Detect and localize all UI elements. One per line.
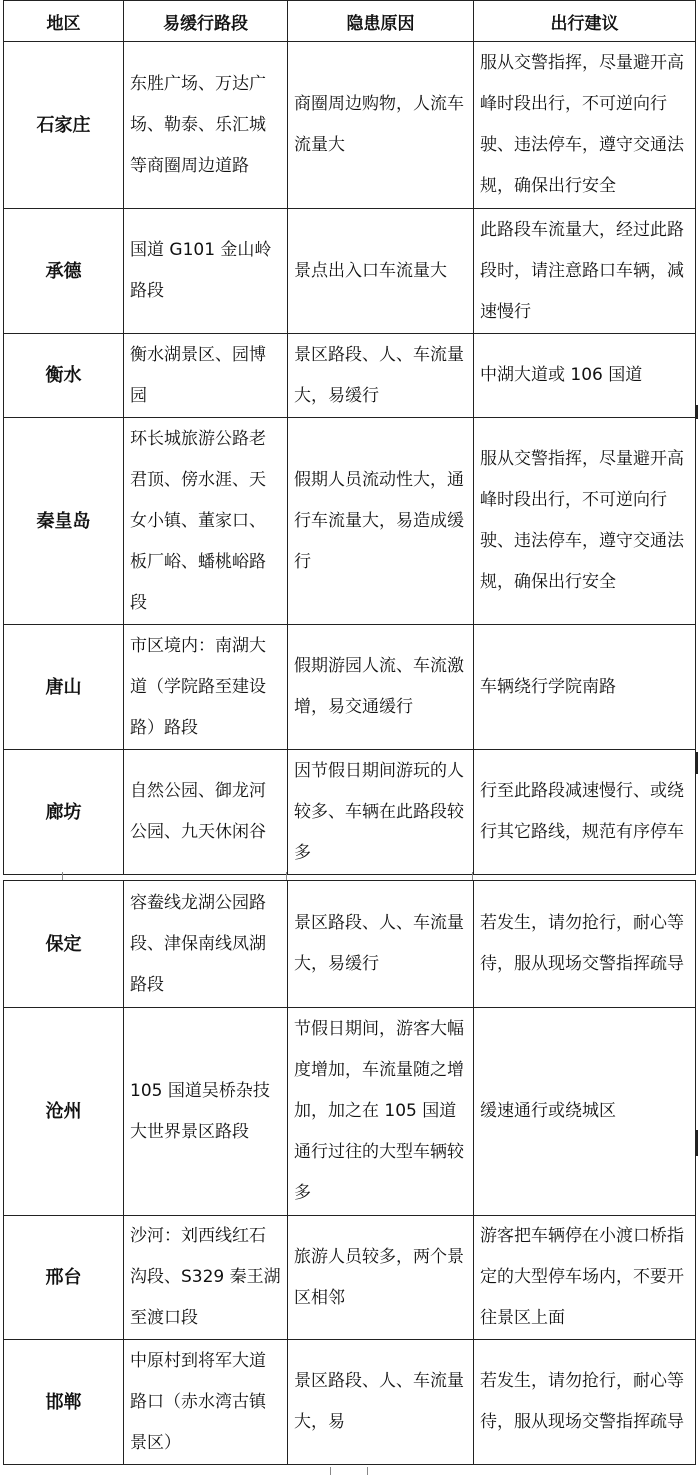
table-row (4, 1340, 696, 1465)
region-cell: 保定 (4, 881, 124, 1008)
page-bottom-mark (330, 1467, 368, 1475)
advice-cell: 车辆绕行学院南路 (474, 625, 696, 750)
region-cell: 邢台 (4, 1216, 124, 1340)
road-cell: 中原村到将军大道路口（赤水湾古镇景区） (124, 1340, 288, 1465)
page-break-tick (286, 872, 287, 880)
reason-cell: 商圈周边购物，人流车流量大 (288, 42, 474, 209)
reason-cell: 景区路段、人、车流量大，易缓行 (288, 881, 474, 1008)
table-row (4, 881, 696, 1008)
table-row (4, 1216, 696, 1340)
advice-cell: 若发生，请勿抢行，耐心等待，服从现场交警指挥疏导 (474, 881, 696, 1008)
advice-cell: 若发生，请勿抢行，耐心等待，服从现场交警指挥疏导 (474, 1340, 696, 1465)
region-cell: 沧州 (4, 1008, 124, 1216)
page-break-marks (0, 872, 700, 880)
reason-cell: 旅游人员较多，两个景区相邻 (288, 1216, 474, 1340)
region-cell: 秦皇岛 (4, 418, 124, 625)
margin-mark (696, 405, 698, 419)
region-cell: 衡水 (4, 334, 124, 418)
table-row (4, 42, 696, 209)
road-cell: 国道 G101 金山岭路段 (124, 209, 288, 334)
reason-cell: 因节假日期间游玩的人较多、车辆在此路段较多 (288, 750, 474, 875)
region-cell: 唐山 (4, 625, 124, 750)
region-cell: 石家庄 (4, 42, 124, 209)
reason-cell: 节假日期间，游客大幅度增加，车流量随之增加，加之在 105 国道通行过往的大型车辆较多 (288, 1008, 474, 1216)
road-cell: 市区境内：南湖大道（学院路至建设路）路段 (124, 625, 288, 750)
reason-cell: 景区路段、人、车流量大，易缓行 (288, 334, 474, 418)
page-break-tick (472, 872, 473, 880)
table-row (4, 1008, 696, 1216)
road-cell: 沙河：刘西线红石沟段、S329 秦王湖至渡口段 (124, 1216, 288, 1340)
header-reason: 隐患原因 (288, 1, 474, 42)
traffic-table-page-2 (3, 880, 696, 1465)
traffic-table-page-1 (3, 0, 696, 875)
region-cell: 邯郸 (4, 1340, 124, 1465)
road-cell: 自然公园、御龙河公园、九天休闲谷 (124, 750, 288, 875)
reason-cell: 假期游园人流、车流激增，易交通缓行 (288, 625, 474, 750)
table-header-row (4, 1, 696, 42)
table-row (4, 625, 696, 750)
reason-cell: 景点出入口车流量大 (288, 209, 474, 334)
header-region: 地区 (4, 1, 124, 42)
region-cell: 承德 (4, 209, 124, 334)
table-row (4, 750, 696, 875)
advice-cell: 服从交警指挥，尽量避开高峰时段出行，不可逆向行驶、违法停车，遵守交通法规，确保出行安全 (474, 418, 696, 625)
advice-cell: 游客把车辆停在小渡口桥指定的大型停车场内，不要开往景区上面 (474, 1216, 696, 1340)
table-row (4, 334, 696, 418)
page-break-tick (62, 872, 63, 880)
road-cell: 衡水湖景区、园博园 (124, 334, 288, 418)
reason-cell: 景区路段、人、车流量大，易 (288, 1340, 474, 1465)
road-cell: 105 国道吴桥杂技大世界景区路段 (124, 1008, 288, 1216)
advice-cell: 服从交警指挥，尽量避开高峰时段出行，不可逆向行驶、违法停车，遵守交通法规，确保出行安全 (474, 42, 696, 209)
advice-cell: 此路段车流量大，经过此路段时，请注意路口车辆，减速慢行 (474, 209, 696, 334)
table-row (4, 418, 696, 625)
header-advice: 出行建议 (474, 1, 696, 42)
region-cell: 廊坊 (4, 750, 124, 875)
header-road: 易缓行路段 (124, 1, 288, 42)
advice-cell: 中湖大道或 106 国道 (474, 334, 696, 418)
advice-cell: 行至此路段减速慢行、或绕行其它路线，规范有序停车 (474, 750, 696, 875)
table-row (4, 209, 696, 334)
margin-mark (696, 752, 698, 774)
road-cell: 容鲞线龙湖公园路段、津保南线凤湖路段 (124, 881, 288, 1008)
advice-cell: 缓速通行或绕城区 (474, 1008, 696, 1216)
road-cell: 环长城旅游公路老君顶、傍水涯、天女小镇、董家口、板厂峪、蟠桃峪路段 (124, 418, 288, 625)
road-cell: 东胜广场、万达广场、勒泰、乐汇城等商圈周边道路 (124, 42, 288, 209)
reason-cell: 假期人员流动性大，通行车流量大，易造成缓行 (288, 418, 474, 625)
margin-mark (696, 1130, 698, 1156)
